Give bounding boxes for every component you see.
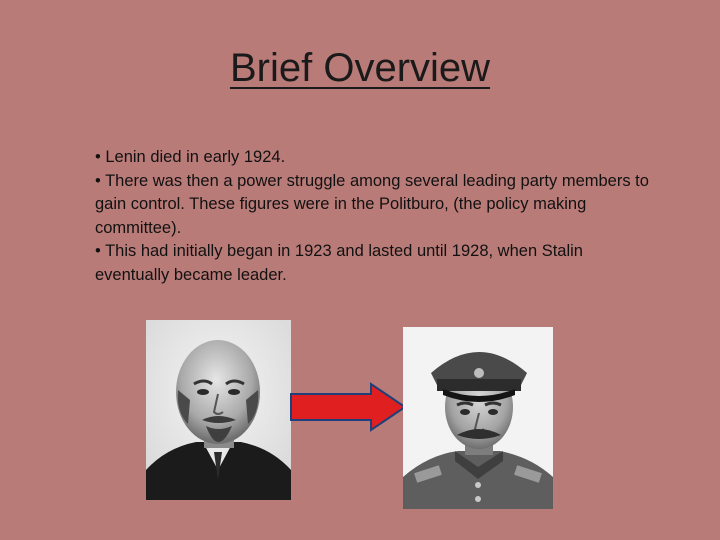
bullet-item: • There was then a power struggle among several leading party members to gain control. These figures were in the Politburo, (the policy making committee). bbox=[95, 171, 649, 237]
portrait-photo-right bbox=[403, 327, 553, 509]
bullet-item: • This had initially began in 1923 and lasted until 1928, when Stalin eventually became leader. bbox=[95, 242, 583, 284]
bullet-item: • Lenin died in early 1924. bbox=[95, 148, 286, 166]
portrait-photo-icon bbox=[146, 320, 291, 500]
bullet-list bbox=[95, 146, 655, 287]
portrait-photo-icon bbox=[403, 327, 553, 509]
slide-title bbox=[0, 40, 720, 96]
portrait-photo-left bbox=[146, 320, 291, 500]
slide-title-text: Brief Overview bbox=[229, 46, 491, 90]
right-arrow-icon bbox=[289, 382, 407, 432]
